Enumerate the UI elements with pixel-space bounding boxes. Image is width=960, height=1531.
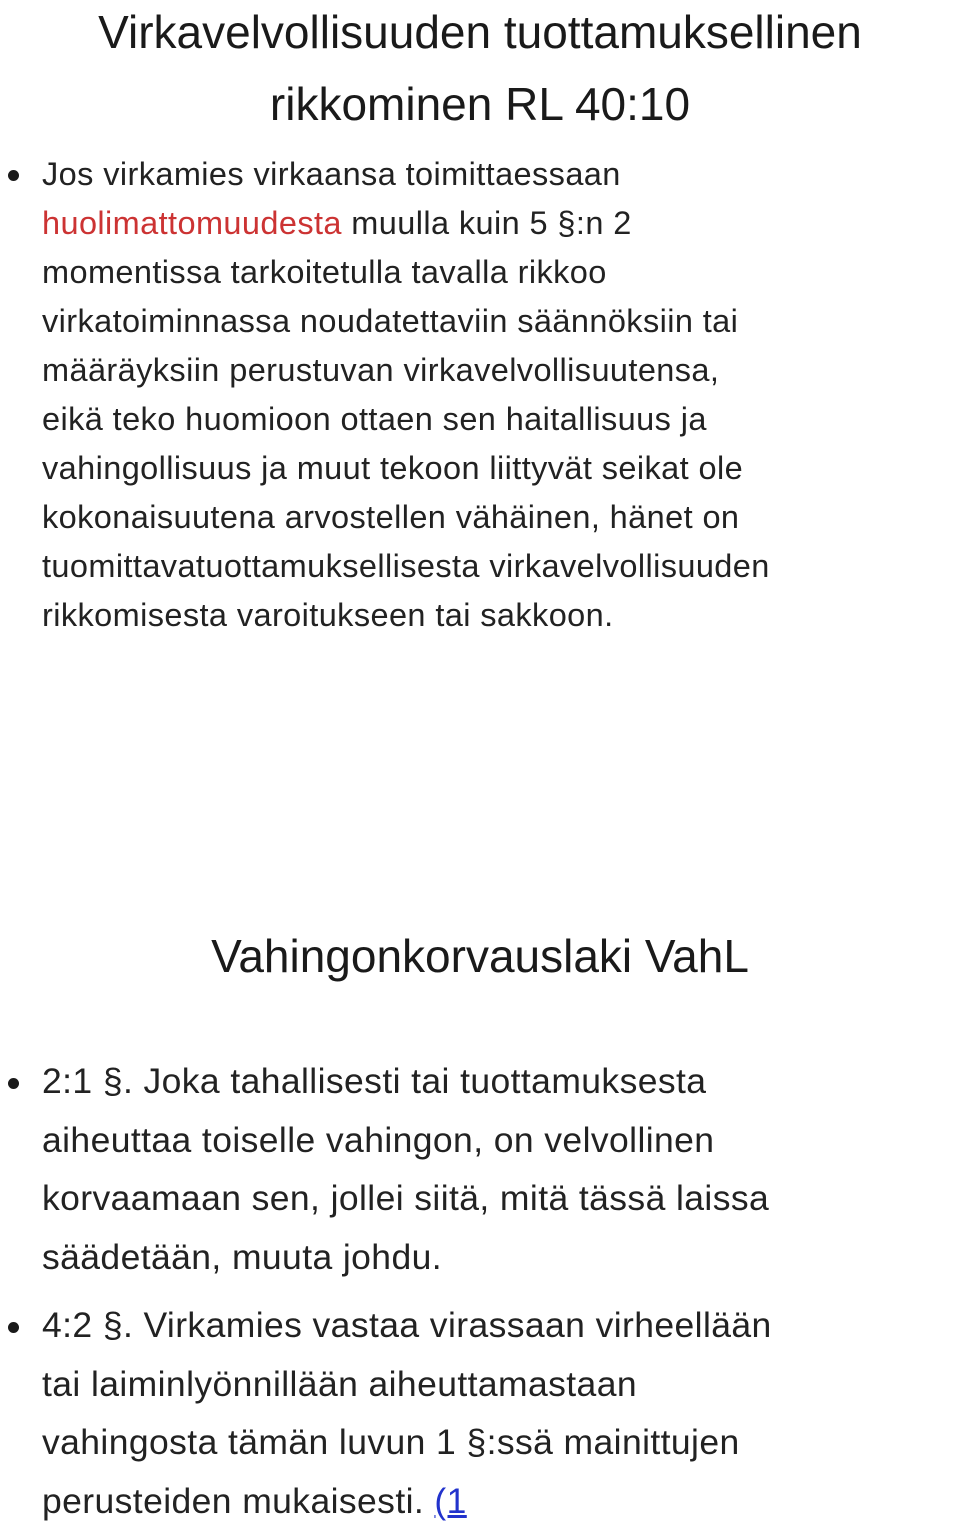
bullet-item-vahl-2-1 <box>0 1052 960 1286</box>
slide-title-line-2: rikkominen RL 40:10 <box>269 78 691 130</box>
slide-vahl <box>0 920 960 1531</box>
footnote-link[interactable]: (1 <box>434 1480 467 1521</box>
bullet-item <box>0 150 960 640</box>
bullet-text-line: Jos virkamies virkaansa toimittaessaan <box>42 156 621 192</box>
bullet-text-line: momentissa tarkoitetulla tavalla rikkoo <box>42 254 607 290</box>
highlighted-term: huolimattomuudesta <box>42 205 342 241</box>
bullet-text-line: aiheuttaa toiselle vahingon, on velvollinen <box>42 1119 715 1160</box>
bullet-text-line: rikkomisesta varoitukseen tai sakkoon. <box>42 597 614 633</box>
slide-title: Vahingonkorvauslaki VahL <box>211 930 749 982</box>
bullet-text-line: perusteiden mukaisesti. <box>42 1480 435 1521</box>
bullet-text-line: vahingosta tämän luvun 1 §:ssä mainittujen <box>42 1422 740 1462</box>
bullet-text-line: 2:1 §. Joka tahallisesti tai tuottamuksesta <box>42 1061 707 1101</box>
bullet-text-line: säädetään, muuta johdu. <box>42 1236 442 1277</box>
bullet-text-line: virkatoiminnassa noudatettaviin säännöksiin tai <box>42 303 739 339</box>
bullet-text-line: korvaamaan sen, jollei siitä, mitä tässä laissa <box>42 1178 770 1218</box>
bullet-item-vahl-4-2 <box>0 1296 960 1530</box>
bullet-text-line: tuomittavatuottamuksellisesta virkavelvollisuuden <box>42 548 770 584</box>
bullet-text-line: määräyksiin perustuvan virkavelvollisuutensa, <box>42 352 720 388</box>
bullet-text-line: muulla kuin 5 §:n 2 <box>341 205 632 241</box>
bullet-text-line: kokonaisuutena arvostellen vähäinen, hänet on <box>42 499 740 535</box>
bullet-text-line: 4:2 §. Virkamies vastaa virassaan virheellään <box>42 1305 772 1345</box>
bullet-list <box>0 1052 960 1530</box>
bullet-list <box>0 150 960 640</box>
bullet-text-line: vahingollisuus ja muut tekoon liittyvät seikat ole <box>42 450 744 486</box>
bullet-text-line: tai laiminlyönnillään aiheuttamastaan <box>42 1363 637 1404</box>
slide-title <box>0 0 960 140</box>
slide-rl-40-10 <box>0 0 960 700</box>
bullet-text-line: eikä teko huomioon ottaen sen haitallisuus ja <box>42 401 707 437</box>
slide-title-line-1: Virkavelvollisuuden tuottamuksellinen <box>98 6 862 58</box>
